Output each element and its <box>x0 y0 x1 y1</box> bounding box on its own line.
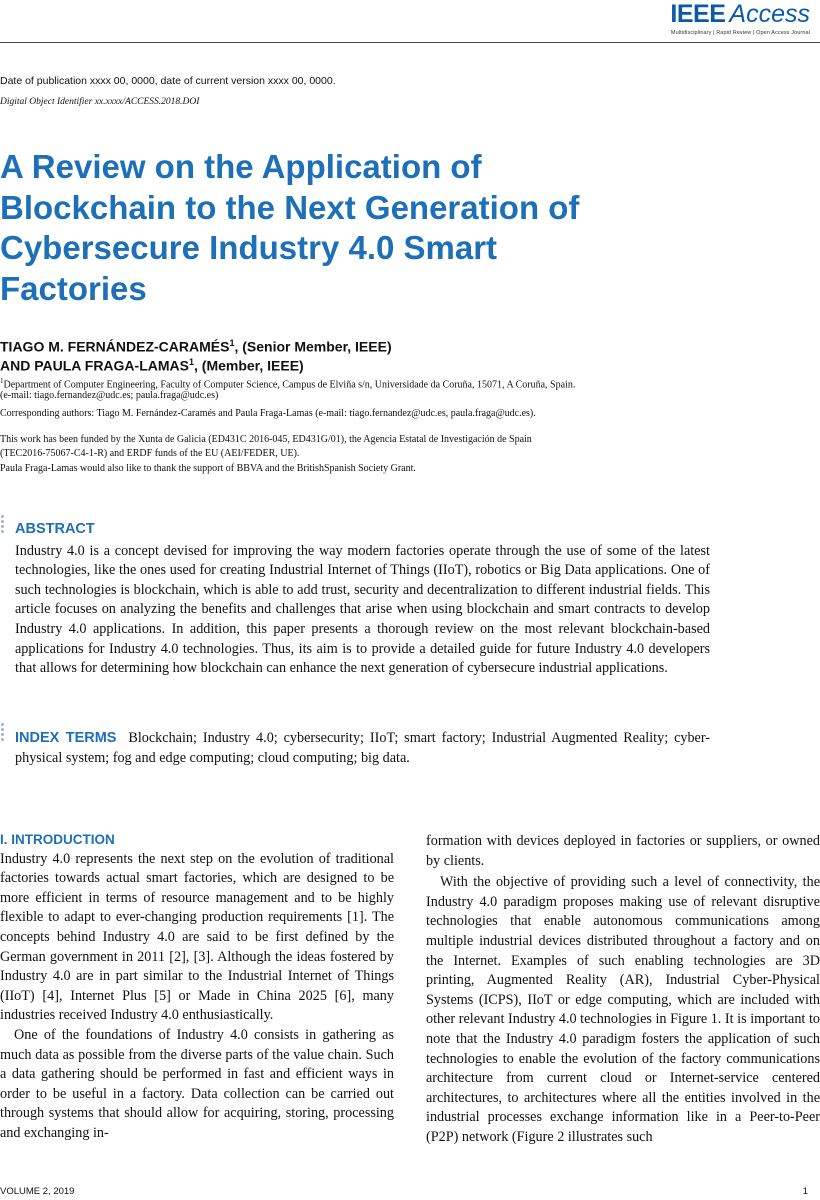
funding-line: (TEC2016-75067-C4-1-R) and ERDF funds of the EU (AEI/FEDER, UE). <box>0 448 300 459</box>
index-terms-heading: INDEX TERMS <box>15 730 117 746</box>
column-left <box>0 830 394 1144</box>
publication-date: Date of publication xxxx 00, 0000, date of current version xxxx 00, 0000. <box>0 75 336 87</box>
index-terms <box>15 729 710 768</box>
abstract <box>15 520 710 679</box>
abstract-heading: ABSTRACT <box>15 521 95 537</box>
index-terms-text: Blockchain; Industry 4.0; cybersecurity; IIoT; smart factory; Industrial Augmented Reality; cyber-physical system; fog and edge computing; cloud computing; big data. <box>15 730 711 766</box>
title-line: A Review on the Application of <box>0 148 482 185</box>
author-role: , (Senior Member, IEEE) <box>234 338 392 355</box>
author-affiliation-mark: 1 <box>188 357 194 367</box>
section-marker-dots <box>0 723 6 743</box>
title-line: Cybersecure Industry 4.0 Smart <box>0 229 498 266</box>
affiliation-mark: 1 <box>0 377 4 385</box>
affiliation-text: Department of Computer Engineering, Faculty of Computer Science, Campus de Elviña s/n, Universidade da Coruña, 15071, A Coruña, Spain. <box>3 379 576 391</box>
author-role: , (Member, IEEE) <box>194 357 304 374</box>
introduction-heading: I. INTRODUCTION <box>0 832 115 847</box>
column-right <box>426 832 820 1148</box>
funding-line: This work has been funded by the Xunta de Galicia (ED431C 2016-045, ED431G/01), the Agencia Estatal de Investigación de Spain <box>0 434 532 445</box>
title-line: Factories <box>0 269 147 307</box>
paragraph: One of the foundations of Industry 4.0 consists in gathering as much data as possible from the diverse parts of the value chain. Such a data gathering should be performed in fast and efficient ways in order to be useful in a factory. Data collection can be carried out through systems that should allow for acquiring, storing, processing and exchanging in- <box>0 1026 394 1141</box>
section-marker-dots <box>0 515 6 535</box>
logo-tagline: Multidisciplinary | Rapid Review | Open Access Journal <box>670 30 810 36</box>
paragraph: Industry 4.0 represents the next step on the evolution of traditional factories towards actual smart factories, which are designed to be more efficient in terms of resource management and to be highly flexible to adapt to ever-changing production requirements [1]. The concepts behind Industry 4.0 are said to be first defined by the German government in 2011 [2], [3]. Although the ideas fostered by Industry 4.0 are in part similar to the Industrial Internet of Things (IIoT) [4], Internet Plus [5] or Made in China 2025 [6], many industries received Industry 4.0 enthusiastically. <box>0 850 394 1024</box>
author-line-1 <box>0 338 392 355</box>
funding-line: Paula Fraga-Lamas would also like to thank the support of BBVA and the BritishSpanish Society Grant. <box>0 463 416 474</box>
title-line: Blockchain to the Next Generation of <box>0 188 580 226</box>
paper-title <box>0 147 700 309</box>
logo-access-text: Access <box>729 0 810 28</box>
author-emails: (e-mail: tiago.fernandez@udc.es; paula.fraga@udc.es) <box>0 390 219 401</box>
header-divider <box>0 42 820 43</box>
footer-volume: VOLUME 2, 2019 <box>0 1186 75 1197</box>
author-affiliation-mark: 1 <box>229 338 235 348</box>
abstract-text: Industry 4.0 is a concept devised for improving the way modern factories operate through the use of some of the latest technologies, like the ones used for creating Industrial Internet of Things (IIoT), robotics or Big Data applications. One of such technologies is blockchain, which is able to add trust, security and decentralization to different industrial fields. This article focuses on analyzing the benefits and challenges that arise when using blockchain and smart contracts to develop Industry 4.0 applications. In addition, this paper presents a thorough review on the most relevant blockchain-based applications for Industry 4.0 technologies. Thus, its aim is to provide a detailed guide for future Industry 4.0 developers that allows for determining how blockchain can enhance the next generation of cybersecure industrial applications. <box>15 542 710 677</box>
paragraph: formation with devices deployed in factories or suppliers, or owned by clients. <box>426 833 820 869</box>
author-name: AND PAULA FRAGA-LAMAS <box>0 357 189 374</box>
doi-line: Digital Object Identifier xx.xxxx/ACCESS.2018.DOI <box>0 97 200 107</box>
author-name: TIAGO M. FERNÁNDEZ-CARAMÉS <box>0 338 230 355</box>
journal-logo <box>610 0 810 36</box>
page-number: 1 <box>802 1186 808 1197</box>
paragraph: With the objective of providing such a level of connectivity, the Industry 4.0 paradigm proposes making use of relevant disruptive technologies that enable autonomous communications among multiple industrial devices distributed throughout a factory and on the Internet. Examples of such enabling technologies are 3D printing, Augmented Reality (AR), Industrial Cyber-Physical Systems (ICPS), IIoT or edge computing, which are included with other relevant Industry 4.0 technologies in Figure 1. It is important to note that the Industry 4.0 paradigm fosters the application of such technologies to enable the evolution of the factory communications architecture from current cloud or Internet-service centered architectures, to architectures where all the entities involved in the industrial processes exchange information like in a Peer-to-Peer (P2P) network (Figure 2 illustrates such <box>426 874 820 1145</box>
corresponding-authors: Corresponding authors: Tiago M. Fernández-Caramés and Paula Fraga-Lamas (e-mail: tiago.fernandez@udc.es, paula.fraga@udc.es). <box>0 408 536 419</box>
logo-ieee-text: IEEE <box>670 0 726 28</box>
author-line-2 <box>0 357 304 374</box>
